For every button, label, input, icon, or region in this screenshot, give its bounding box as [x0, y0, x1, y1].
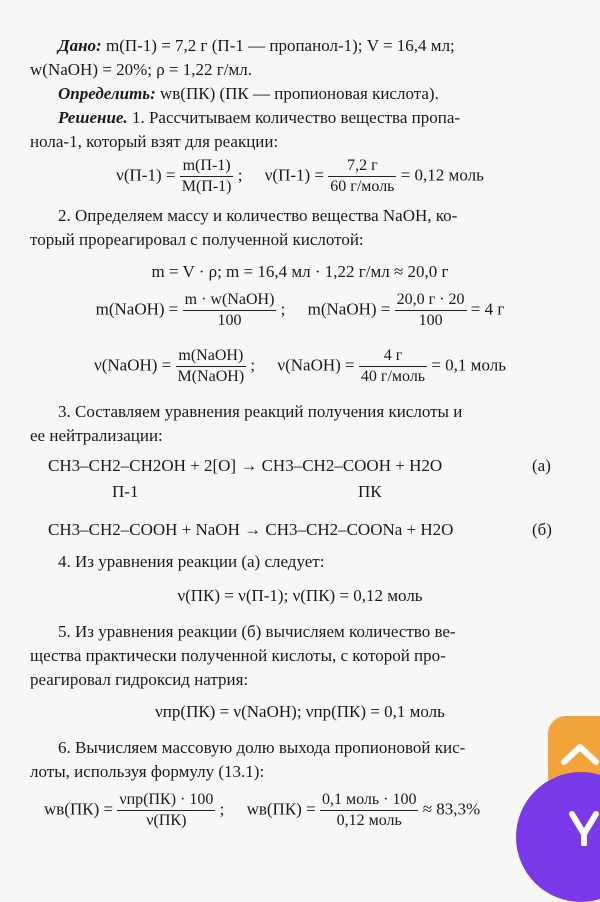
given-label: Дано:: [58, 36, 102, 55]
eq4-sep: ;: [250, 355, 256, 375]
reaction-a-tag: (а): [532, 456, 551, 475]
step5-line-c: реагировал гидроксид натрия:: [30, 670, 249, 689]
given-text-1: m(П-1) = 7,2 г (П-1 — пропанол-1); V = 16,4 мл;: [101, 36, 455, 55]
equation-moles-acid: ν(ПК) = ν(П-1); ν(ПК) = 0,12 моль: [177, 586, 423, 605]
step3-line-a: 3. Составляем уравнения реакций получения кислоты и: [58, 402, 463, 421]
eq7-den: ν(ПК): [117, 810, 215, 831]
eq4-mid: ν(NaOH) =: [277, 355, 355, 375]
find-text: wв(ПК) (ПК — пропионовая кислота).: [155, 84, 439, 103]
step6-line-a: 6. Вычисляем массовую долю выхода пропионовой кис-: [58, 738, 466, 757]
equation-practical-moles: νпр(ПК) = ν(NaOH); νпр(ПК) = 0,1 моль: [155, 702, 445, 721]
step3-line-b: ее нейтрализации:: [30, 426, 163, 445]
assistant-logo-icon: [566, 810, 600, 846]
eq7-sep: ;: [219, 799, 225, 819]
eq3-mid: m(NaOH) =: [307, 299, 391, 319]
eq3-den: 100: [183, 310, 277, 331]
eq7-num: νпр(ПК) · 100: [119, 791, 214, 808]
eq7-fraction-2: [320, 790, 419, 831]
step2-line-a: 2. Определяем массу и количество вещества NaOH, ко-: [58, 206, 458, 225]
eq3-den2: 100: [395, 310, 467, 331]
equation-moles-naoh: [0, 346, 600, 387]
eq4-den2: 40 г/моль: [360, 368, 426, 385]
eq4-num2: 4 г: [383, 347, 403, 364]
label-propionic-acid: ПК: [358, 482, 382, 501]
eq7-result: ≈ 83,3%: [422, 799, 481, 819]
eq3-fraction-2: [395, 290, 467, 331]
eq3-sep: ;: [280, 299, 286, 319]
solution-label: Решение.: [58, 108, 128, 127]
eq3-result: = 4 г: [470, 299, 505, 319]
label-propanol: П-1: [112, 482, 139, 501]
find-label: Определить:: [58, 84, 156, 103]
given-line-1: [58, 36, 455, 56]
eq1-fraction: [180, 156, 234, 197]
eq1-left: ν(П-1) =: [116, 165, 176, 185]
reaction-b: [48, 520, 453, 540]
chevron-up-icon: [560, 740, 600, 768]
eq7-fraction: [117, 790, 215, 831]
reaction-b-formula: CH3–CH2–COOH + NaOH → CH3–CH2–COONa + H2O: [48, 520, 454, 539]
eq7-num2: 0,1 моль · 100: [321, 791, 417, 808]
eq1-num2: 7,2 г: [347, 157, 378, 174]
eq1-result: = 0,12 моль: [400, 165, 484, 185]
eq4-result: = 0,1 моль: [431, 355, 506, 375]
eq3-num: m · w(NaOH): [184, 291, 275, 308]
step5-line-a: 5. Из уравнения реакции (б) вычисляем количество ве-: [58, 622, 456, 641]
step5-line-b: щества практически полученной кислоты, с которой про-: [30, 646, 446, 665]
eq7-left: wв(ПК) =: [44, 799, 114, 819]
step1-line-b: нола-1, который взят для реакции:: [30, 132, 279, 151]
eq1-num: m(П-1): [182, 157, 231, 174]
eq1-den: M(П-1): [181, 178, 232, 195]
step2-line-b: торый прореагировал с полученной кислотой:: [30, 230, 364, 249]
eq7-den2: 0,12 моль: [320, 810, 419, 831]
eq1-fraction-2: [328, 156, 396, 197]
equation-mass: m = V · ρ; m = 16,4 мл · 1,22 г/мл ≈ 20,0 г: [151, 262, 449, 281]
equation-moles-propanol: [0, 156, 600, 197]
eq3-left: m(NaOH) =: [95, 299, 179, 319]
eq1-mid: ν(П-1) =: [264, 165, 325, 185]
step6-line-b: лоты, используя формулу (13.1):: [30, 762, 265, 781]
eq1-sep: ;: [237, 165, 243, 185]
step1-text-a: 1. Рассчитываем количество вещества пропа-: [127, 108, 461, 127]
eq4-fraction-2: [359, 346, 427, 387]
equation-mass-naoh: [0, 290, 600, 331]
eq4-den: M(NaOH): [177, 368, 245, 385]
equation-yield: [44, 790, 480, 831]
step4-line: 4. Из уравнения реакции (а) следует:: [58, 552, 325, 571]
eq7-mid: wв(ПК) =: [246, 799, 316, 819]
eq3-num2: 20,0 г · 20: [396, 291, 465, 308]
eq4-fraction: [176, 346, 247, 387]
eq4-left: ν(NaOH) =: [94, 355, 172, 375]
given-line-2: w(NaOH) = 20%; ρ = 1,22 г/мл.: [30, 60, 252, 79]
eq3-fraction: [183, 290, 277, 331]
step1-line-a: [58, 108, 460, 128]
reaction-a-formula: CH3–CH2–CH2OH + 2[O] → CH3–CH2–COOH + H2O: [48, 456, 443, 475]
find-line: [58, 84, 439, 104]
reaction-a: [48, 456, 442, 476]
eq1-den2: 60 г/моль: [330, 178, 395, 195]
reaction-b-tag: (б): [532, 520, 552, 539]
eq4-num: m(NaOH): [178, 347, 244, 364]
